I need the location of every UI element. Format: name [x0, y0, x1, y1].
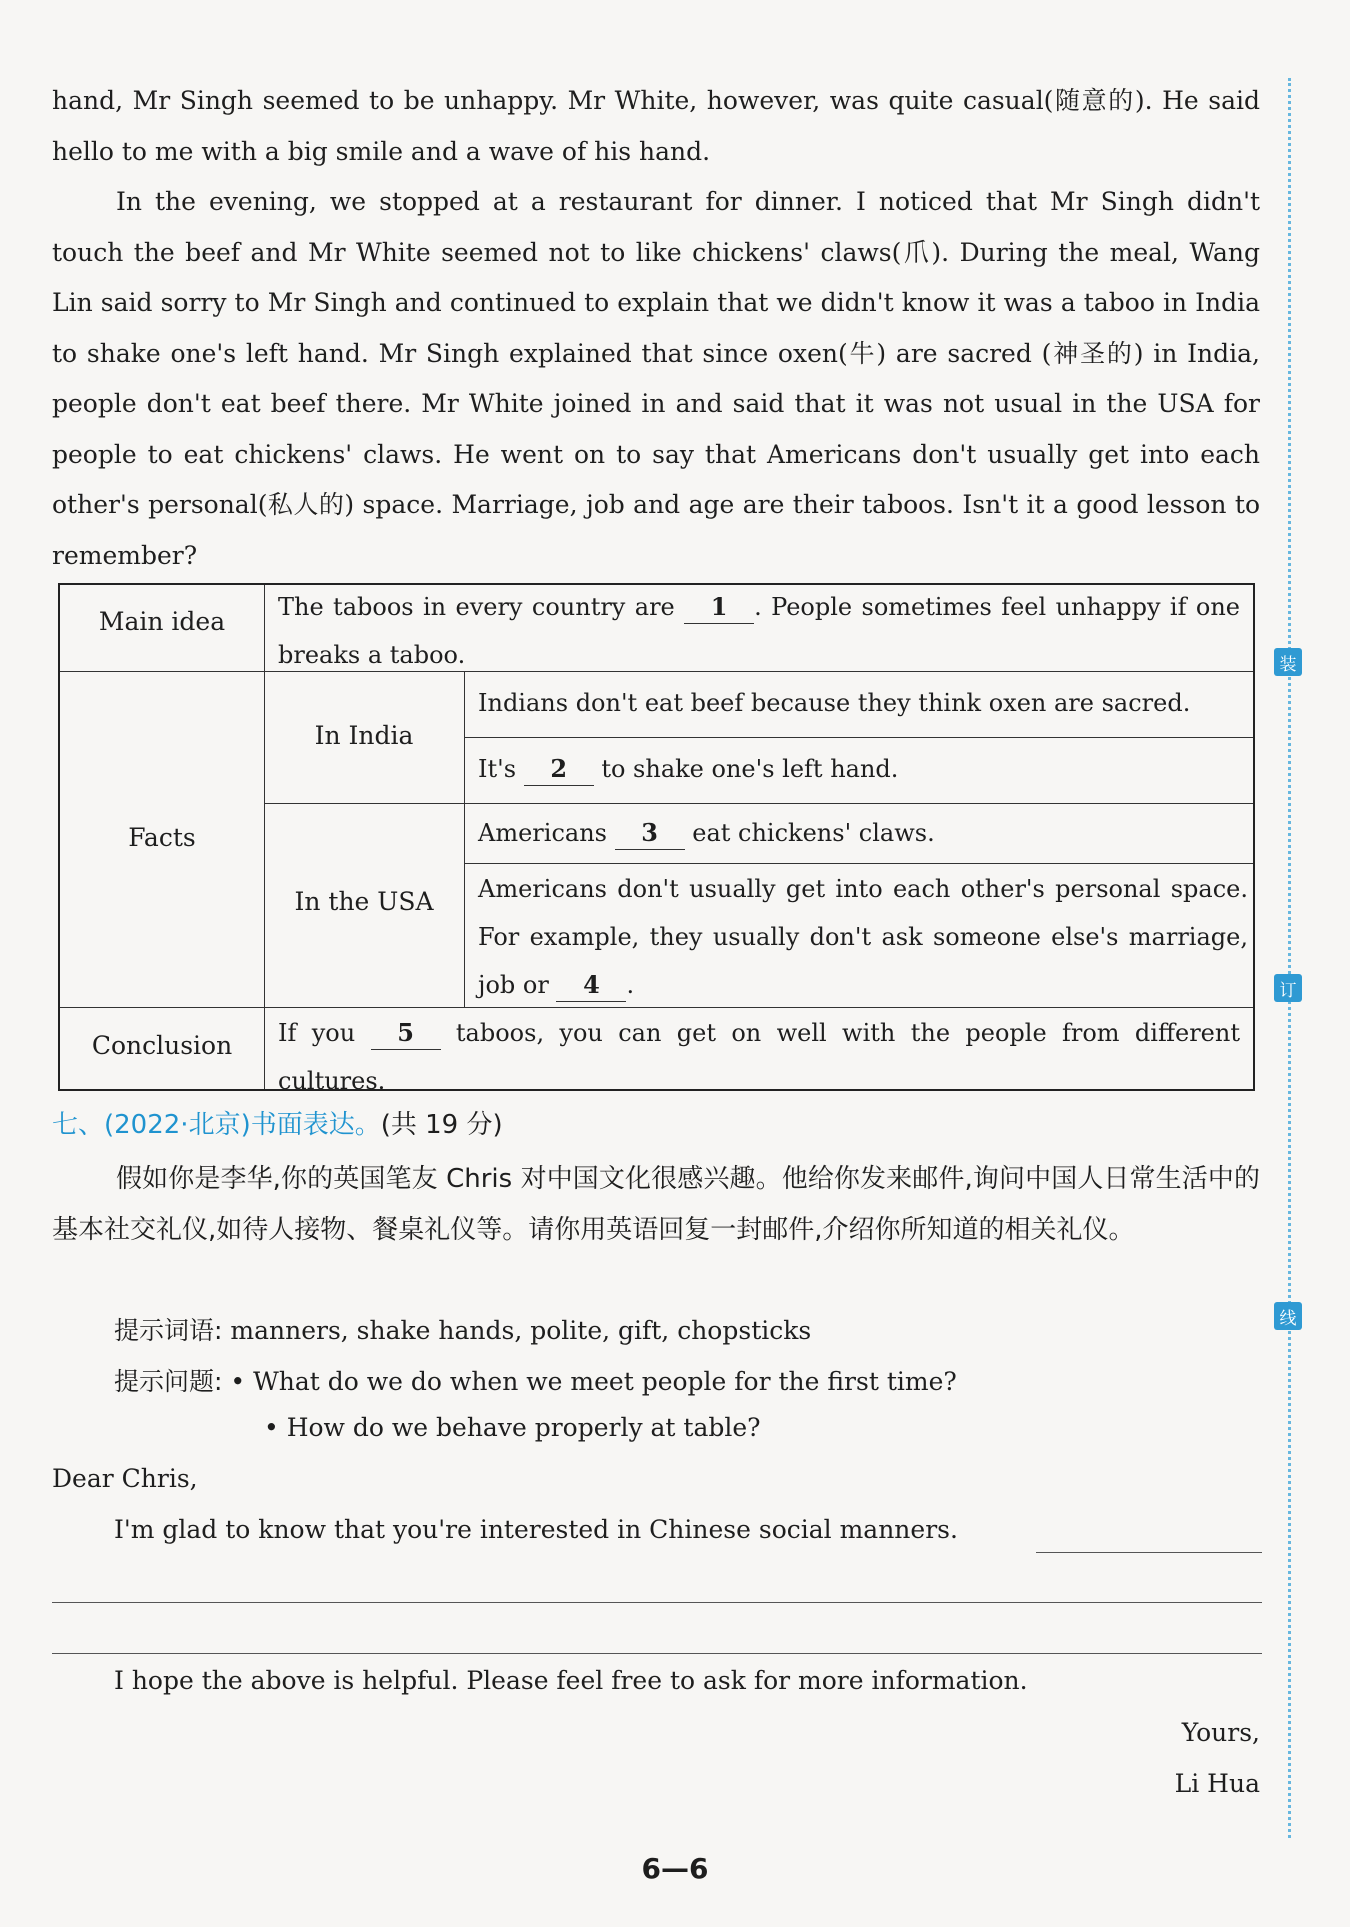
binding-tab-2: 订 [1274, 974, 1302, 1002]
blank-4[interactable]: 4 [556, 969, 626, 1002]
binding-tab-3: 线 [1274, 1302, 1302, 1330]
usa-fact-2-post: . [626, 971, 635, 999]
blank-2[interactable]: 2 [524, 753, 594, 786]
binding-cut-line [1288, 78, 1291, 1838]
answer-line-1[interactable] [1036, 1552, 1262, 1553]
passage-paragraph-2: In the evening, we stopped at a restaurant for dinner. I noticed that Mr Singh didn't touch the beef and Mr White seemed not to like chickens' claws(爪). During the meal, Wang Lin said sorry to Mr Singh and continued to explain that we didn't know it was a taboo in India to shake one's left hand. Mr Singh explained that since oxen(牛) are sacred (神圣的) in India, people don't eat beef there. Mr White joined in and said that it was not usual in the USA for people to eat chickens' claws. He went on to say that Americans don't usually get into each other's personal(私人的) space. Marriage, job and age are their taboos. Isn't it a good lesson to remember? [52, 187, 1260, 570]
binding-tab-1: 装 [1274, 648, 1302, 676]
conclusion-label: Conclusion [91, 1031, 233, 1060]
india-fact-2-pre: It's [478, 755, 517, 783]
section-7-points: (共 19 分) [380, 1110, 503, 1140]
section-7-title: 七、(2022·北京)书面表达。 [52, 1110, 381, 1140]
in-usa-label: In the USA [294, 887, 434, 916]
hint-questions-label: 提示问题: [114, 1367, 223, 1396]
letter-signoff: Yours, [1181, 1718, 1260, 1747]
blank-5[interactable]: 5 [371, 1017, 441, 1050]
section-7-heading [52, 1104, 503, 1141]
blank-3[interactable]: 3 [615, 817, 685, 850]
main-idea-post: . People sometimes feel unhappy if one breaks a taboo. [278, 593, 1240, 669]
hint-words-row [114, 1311, 811, 1347]
usa-fact-2-pre: Americans don't usually get into each other's personal space. For example, they usually don't ask someone else's marriage, job or [478, 875, 1248, 999]
answer-line-3[interactable] [52, 1653, 1262, 1654]
in-india-label: In India [314, 721, 414, 750]
usa-fact-2 [478, 865, 1248, 1009]
hint-question-1: • What do we do when we meet people for the first time? [230, 1367, 957, 1396]
reading-summary-table [58, 583, 1255, 1095]
writing-prompt: 假如你是李华,你的英国笔友 Chris 对中国文化很感兴趣。他给你发来邮件,询问中国人日常生活中的基本社交礼仪,如待人接物、餐桌礼仪等。请你用英语回复一封邮件,介绍你所知道的相关礼仪。 [52, 1164, 1260, 1245]
conclusion-post: taboos, you can get on well with the people from different cultures. [278, 1019, 1240, 1095]
hint-questions-row [114, 1362, 957, 1398]
letter-signature: Li Hua [1174, 1769, 1260, 1798]
india-fact-2-post: to shake one's left hand. [601, 755, 899, 783]
usa-fact-1-post: eat chickens' claws. [692, 819, 935, 847]
letter-salutation: Dear Chris, [52, 1464, 198, 1493]
letter-closing: I hope the above is helpful. Please feel free to ask for more information. [114, 1666, 1028, 1695]
india-fact-2 [478, 745, 1248, 793]
hint-words-label: 提示词语: [114, 1316, 223, 1345]
passage-paragraph-1: hand, Mr Singh seemed to be unhappy. Mr White, however, was quite casual(随意的). He said hello to me with a big smile and a wave of his hand. [52, 86, 1260, 166]
page-number: 6—6 [641, 1852, 709, 1885]
conclusion-text [278, 1009, 1240, 1105]
main-idea-pre: The taboos in every country are [278, 593, 675, 621]
main-idea-label: Main idea [98, 607, 226, 636]
blank-1[interactable]: 1 [684, 591, 754, 624]
main-idea-text [278, 583, 1240, 679]
india-fact-1: Indians don't eat beef because they think oxen are sacred. [478, 689, 1191, 717]
facts-label: Facts [128, 823, 196, 852]
usa-fact-1-pre: Americans [478, 819, 607, 847]
usa-fact-1 [478, 809, 1248, 857]
hint-question-2: • How do we behave properly at table? [264, 1413, 761, 1442]
letter-opening: I'm glad to know that you're interested in Chinese social manners. [114, 1515, 958, 1544]
conclusion-pre: If you [278, 1019, 356, 1047]
hint-words: manners, shake hands, polite, gift, chopsticks [230, 1316, 812, 1345]
answer-line-2[interactable] [52, 1602, 1262, 1603]
